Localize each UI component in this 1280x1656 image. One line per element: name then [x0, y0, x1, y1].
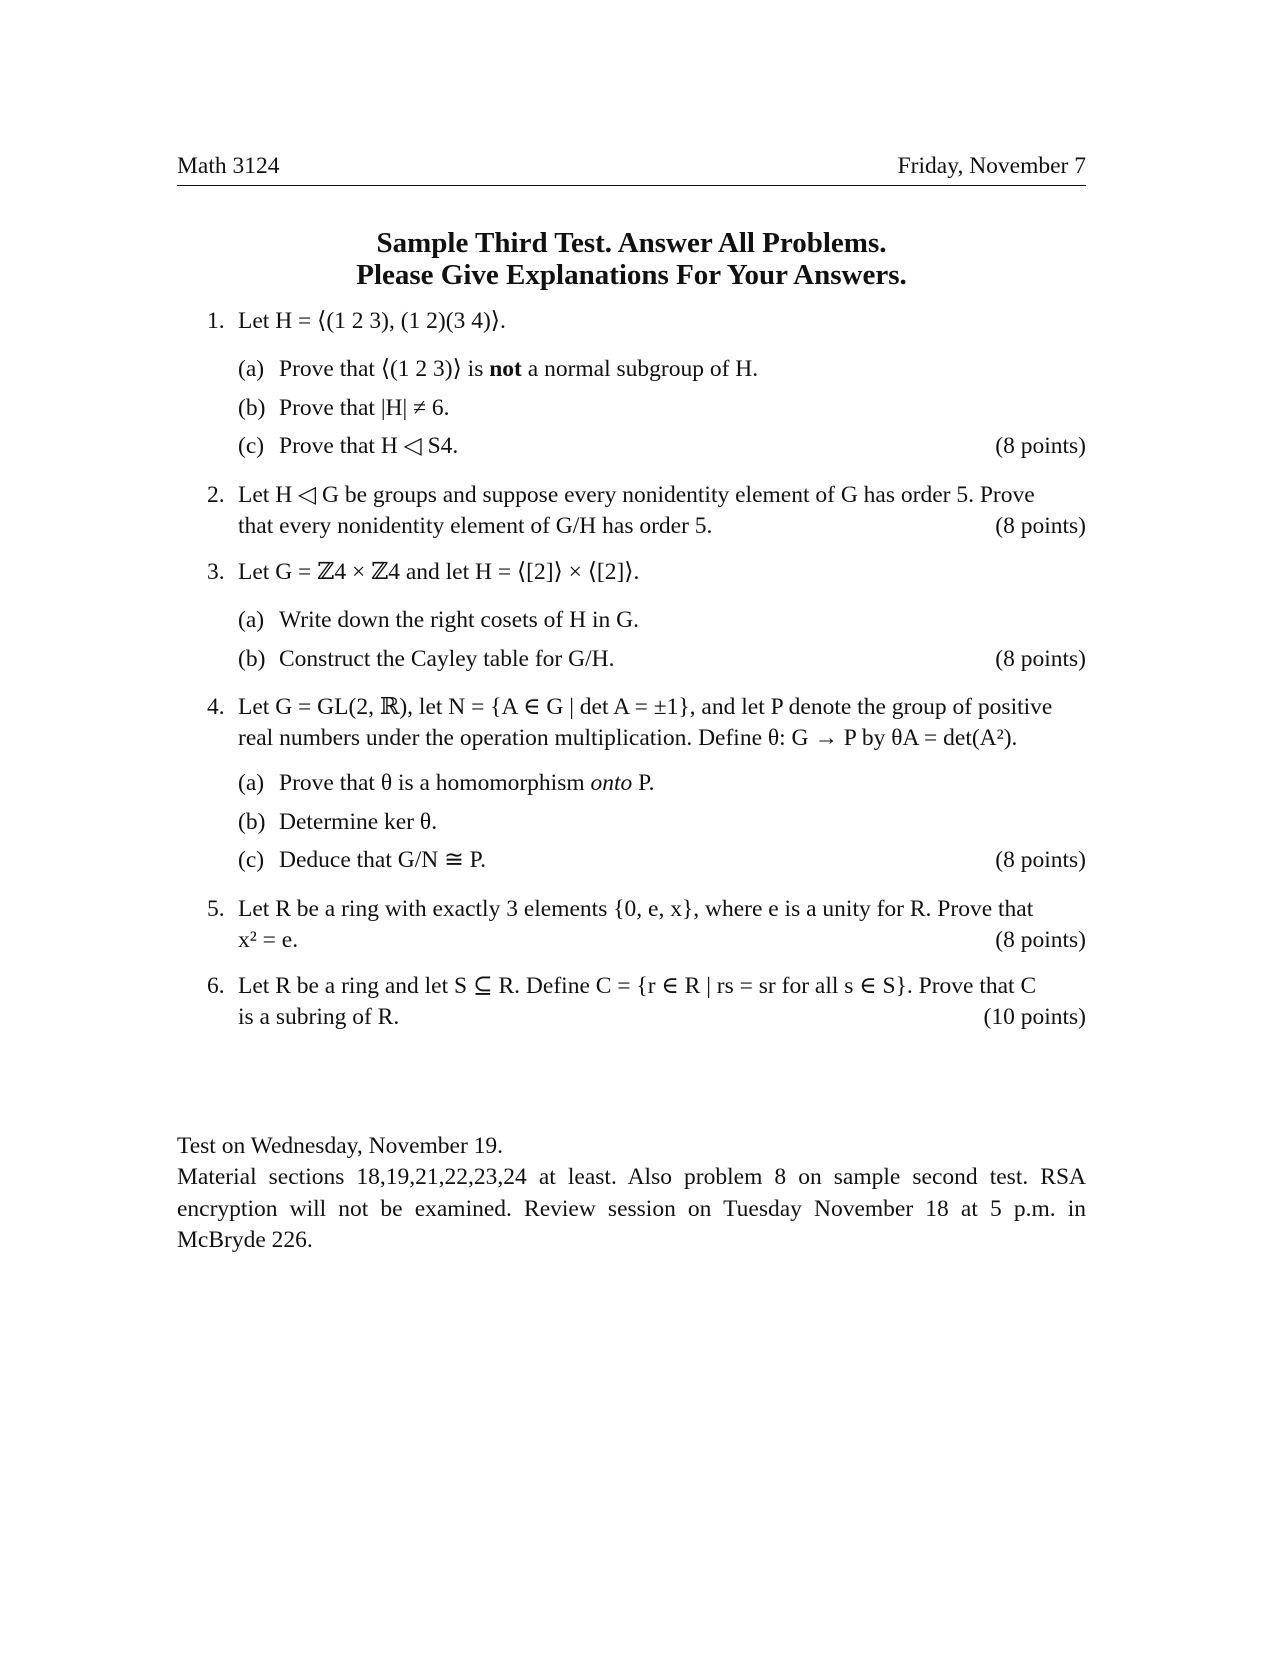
emphasis-text: not: [489, 356, 522, 382]
problem-3b: [238, 644, 1086, 675]
part-text: a normal subgroup of H.: [527, 356, 759, 382]
problem-number: 4.: [207, 694, 225, 720]
line-text: x² = e.: [238, 926, 299, 953]
problem-4a: [238, 768, 1086, 799]
page-title: [177, 228, 1086, 292]
problem-2-line-1: Let H ◁ G be groups and suppose every nonidentity element of G has order 5. Prove: [238, 482, 1035, 508]
page-header: [177, 151, 1086, 186]
part-text: Construct the Cayley table for G/H.: [279, 646, 615, 672]
problem-1b: [238, 393, 1086, 424]
problem-1-text: Let H = ⟨(1 2 3), (1 2)(3 4)⟩.: [238, 308, 506, 334]
date-label: Friday, November 7: [897, 153, 1086, 179]
points-label: (8 points): [995, 926, 1086, 953]
title-line-2: Please Give Explanations For Your Answers.: [356, 258, 907, 291]
problem-4b: [238, 807, 1086, 838]
part-text: Prove that θ is a homomorphism: [279, 770, 585, 796]
problem-3-text: Let G = ℤ4 × ℤ4 and let H = ⟨[2]⟩ × ⟨[2]⟩.: [238, 559, 640, 585]
points-label: (8 points): [995, 646, 1086, 672]
line-text: that every nonidentity element of G/H has order 5.: [238, 512, 713, 539]
problem-1: [207, 306, 1086, 337]
problem-number: 2.: [207, 482, 225, 508]
part-label: (a): [238, 356, 265, 382]
test-notes: [177, 1131, 1086, 1256]
part-text: Prove that H ◁ S4.: [279, 433, 459, 459]
problem-3a: [238, 605, 1086, 636]
part-label: (a): [238, 607, 265, 633]
title-line-1: Sample Third Test. Answer All Problems.: [376, 227, 887, 259]
points-label: (8 points): [995, 512, 1086, 539]
problem-number: 3.: [207, 559, 225, 585]
problem-6-line-2: [238, 1002, 1086, 1033]
problem-4-line-2: real numbers under the operation multiplication. Define θ: G → P by θA = det(A²).: [238, 724, 1018, 751]
points-label: (8 points): [995, 433, 1086, 459]
points-label: (10 points): [983, 1003, 1086, 1030]
problem-4c: [238, 845, 1086, 876]
problem-1c: [238, 431, 1086, 462]
part-label: (a): [238, 770, 265, 796]
problem-2-line-2: [238, 511, 1086, 542]
problem-number: 5.: [207, 896, 225, 922]
part-label: (b): [238, 646, 266, 672]
notes-paragraph: Material sections 18,19,21,22,23,24 at least. Also problem 8 on sample second test. RSA encryption will not be examined. Review session on Tuesday November 18 at 5 p.m. in McBryde 226.: [177, 1164, 1086, 1253]
part-text: Deduce that G/N ≅ P.: [279, 847, 487, 873]
problem-1a: [238, 354, 1086, 385]
points-label: (8 points): [995, 847, 1086, 873]
problem-5-line-2: [238, 925, 1086, 956]
problem-number: 1.: [207, 308, 225, 334]
part-label: (c): [238, 433, 265, 459]
part-label: (b): [238, 395, 266, 421]
part-text: Determine ker θ.: [279, 809, 438, 835]
part-text: Prove that ⟨(1 2 3)⟩ is: [279, 356, 484, 382]
part-text: Write down the right cosets of H in G.: [279, 607, 639, 633]
part-label: (b): [238, 809, 266, 835]
problem-number: 6.: [207, 973, 225, 999]
problem-6: [207, 971, 1086, 1032]
problem-4-line-1: Let G = GL(2, ℝ), let N = {A ∈ G | det A = ±1}, and let P denote the group of positive: [238, 694, 1053, 720]
problem-6-line-1: Let R be a ring and let S ⊆ R. Define C = {r ∈ R | rs = sr for all s ∈ S}. Prove that C: [238, 973, 1037, 999]
problem-5-line-1: Let R be a ring with exactly 3 elements {0, e, x}, where e is a unity for R. Prove that: [238, 896, 1034, 922]
notes-line-1: Test on Wednesday, November 19.: [177, 1133, 504, 1159]
problem-2: [207, 480, 1086, 541]
problem-3: [207, 557, 1086, 588]
part-text: P.: [638, 770, 655, 796]
problem-4: [207, 692, 1086, 753]
part-text: Prove that |H| ≠ 6.: [279, 395, 450, 421]
problem-5: [207, 894, 1086, 955]
part-label: (c): [238, 847, 265, 873]
emphasis-text: onto: [590, 770, 633, 796]
course-label: Math 3124: [177, 153, 280, 179]
line-text: is a subring of R.: [238, 1003, 400, 1030]
